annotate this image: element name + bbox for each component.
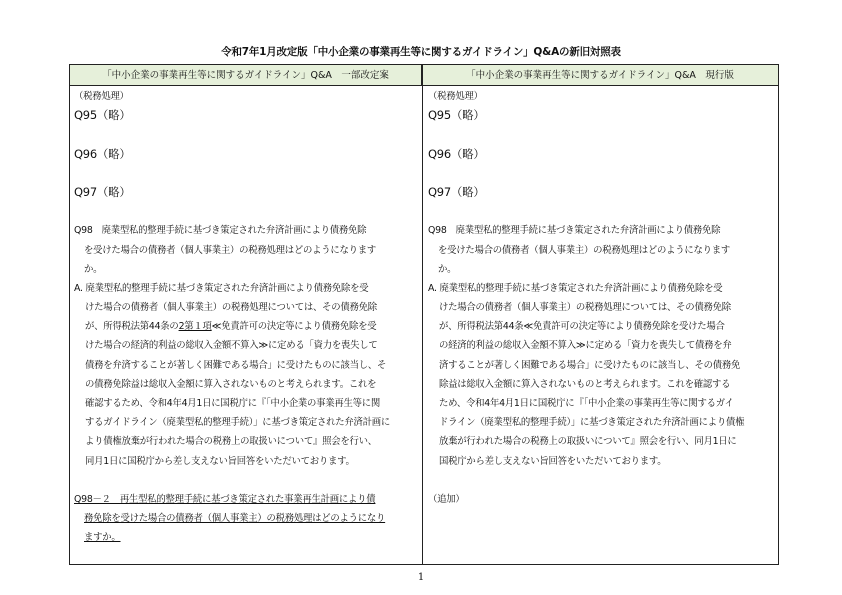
q98-answer-line: するガイドライン（廃業型私的整理手続）」に基づき策定された弁済計画に <box>85 417 390 429</box>
q97-item: Q97（略） <box>74 184 131 199</box>
q95-item: Q95（略） <box>428 108 485 123</box>
q98-answer-line: の経済的利益の総収入金額不算入≫に定める「資力を喪失して債務を弁 <box>439 340 732 352</box>
q98-answer-line: ため、令和4年4月1日に国税庁に『「中小企業の事業再生等に関するガイ <box>439 398 734 409</box>
answer-text: が、所得税法第44条の <box>85 321 179 333</box>
q98-answer-line: けた場合の債務者（個人事業主）の税務処理については、その債務免除 <box>439 302 731 314</box>
q98-question-line: か。 <box>438 263 457 275</box>
document-title: 令和7年1月改定版「中小企業の事業再生等に関するガイドライン」Q&Aの新旧対照表 <box>221 46 621 58</box>
amended-text: 2第１項 <box>178 321 212 333</box>
section-heading: （税務処理） <box>74 91 129 102</box>
q98-answer-line <box>74 317 417 336</box>
q95-item: Q95（略） <box>74 108 131 123</box>
q98-2-question-line: 務免除を受けた場合の債務者（個人事業主）の税務処理はどのようになり <box>84 513 386 525</box>
q98-answer-line: 済することが著しく困難である場合」に受けたものに該当し、その債務免 <box>439 359 741 371</box>
comparison-table <box>69 64 779 565</box>
column-header-current: 「中小企業の事業再生等に関するガイドライン」Q&A 現行版 <box>422 65 778 86</box>
current-column <box>428 87 773 564</box>
q98-question-line: Q98 廃業型私的整理手続に基づき策定された弁済計画により債務免除 <box>74 225 367 237</box>
q98-answer-line: の債務免除益は総収入金額に算入されないものと考えられます。これを <box>85 378 377 390</box>
section-heading: （税務処理） <box>428 91 483 102</box>
answer-text: ≪免責許可の決定等により債務免除を受 <box>211 321 377 333</box>
q98-answer-line: より債権放棄が行われた場合の税務上の取扱いについて』照会を行い、 <box>85 436 377 448</box>
q98-answer-line: けた場合の経済的利益の総収入金額不算入≫に定める「資力を喪失して <box>85 340 378 352</box>
q98-question-line: か。 <box>84 263 103 275</box>
added-marker: （追加） <box>428 493 465 505</box>
q98-answer-line: 債務を弁済することが著しく困難である場合」に受けたものに該当し、そ <box>85 359 387 371</box>
q96-item: Q96（略） <box>428 146 485 161</box>
revision-column <box>74 87 417 564</box>
column-divider <box>422 65 423 564</box>
q98-2-question-line: ますか。 <box>84 532 121 544</box>
q98-answer-line: 除益は総収入金額に算入されないものと考えられます。これを確認する <box>439 378 731 390</box>
q98-question-line: を受けた場合の債務者（個人事業主）の税務処理はどのようになります <box>84 244 377 256</box>
q98-answer-line: A. 廃業型私的整理手続に基づき策定された弁済計画により債務免除を受 <box>74 282 369 294</box>
page-number: 1 <box>417 572 425 583</box>
q98-answer-line: A. 廃業型私的整理手続に基づき策定された弁済計画により債務免除を受 <box>428 282 723 294</box>
q98-answer-line: 国税庁から差し支えない旨回答をいただいております。 <box>439 455 667 467</box>
q98-answer-line: けた場合の債務者（個人事業主）の税務処理については、その債務免除 <box>85 302 377 314</box>
q98-answer-line: ドライン（廃業型私的整理手続）」に基づき策定された弁済計画により債権 <box>439 417 745 429</box>
q98-question-line: Q98 廃業型私的整理手続に基づき策定された弁済計画により債務免除 <box>428 225 721 237</box>
column-header-revision: 「中小企業の事業再生等に関するガイドライン」Q&A 一部改定案 <box>70 65 422 86</box>
q98-answer-line: 放棄が行われた場合の税務上の取扱いについて』照会を行い、同月1日に <box>439 436 737 448</box>
q98-question-line: を受けた場合の債務者（個人事業主）の税務処理はどのようになります <box>438 244 731 256</box>
q98-answer-line: 確認するため、令和4年4月1日に国税庁に『「中小企業の事業再生等に関 <box>85 398 380 409</box>
q98-answer-line: 同月1日に国税庁から差し支えない旨回答をいただいております。 <box>85 455 355 467</box>
q97-item: Q97（略） <box>428 184 485 199</box>
q98-answer-line: が、所得税法第44条≪免責許可の決定等により債務免除を受けた場合 <box>439 321 725 333</box>
q98-2-question-line: Q98－２ 再生型私的整理手続に基づき策定された事業再生計画により債 <box>74 493 376 505</box>
q96-item: Q96（略） <box>74 146 131 161</box>
